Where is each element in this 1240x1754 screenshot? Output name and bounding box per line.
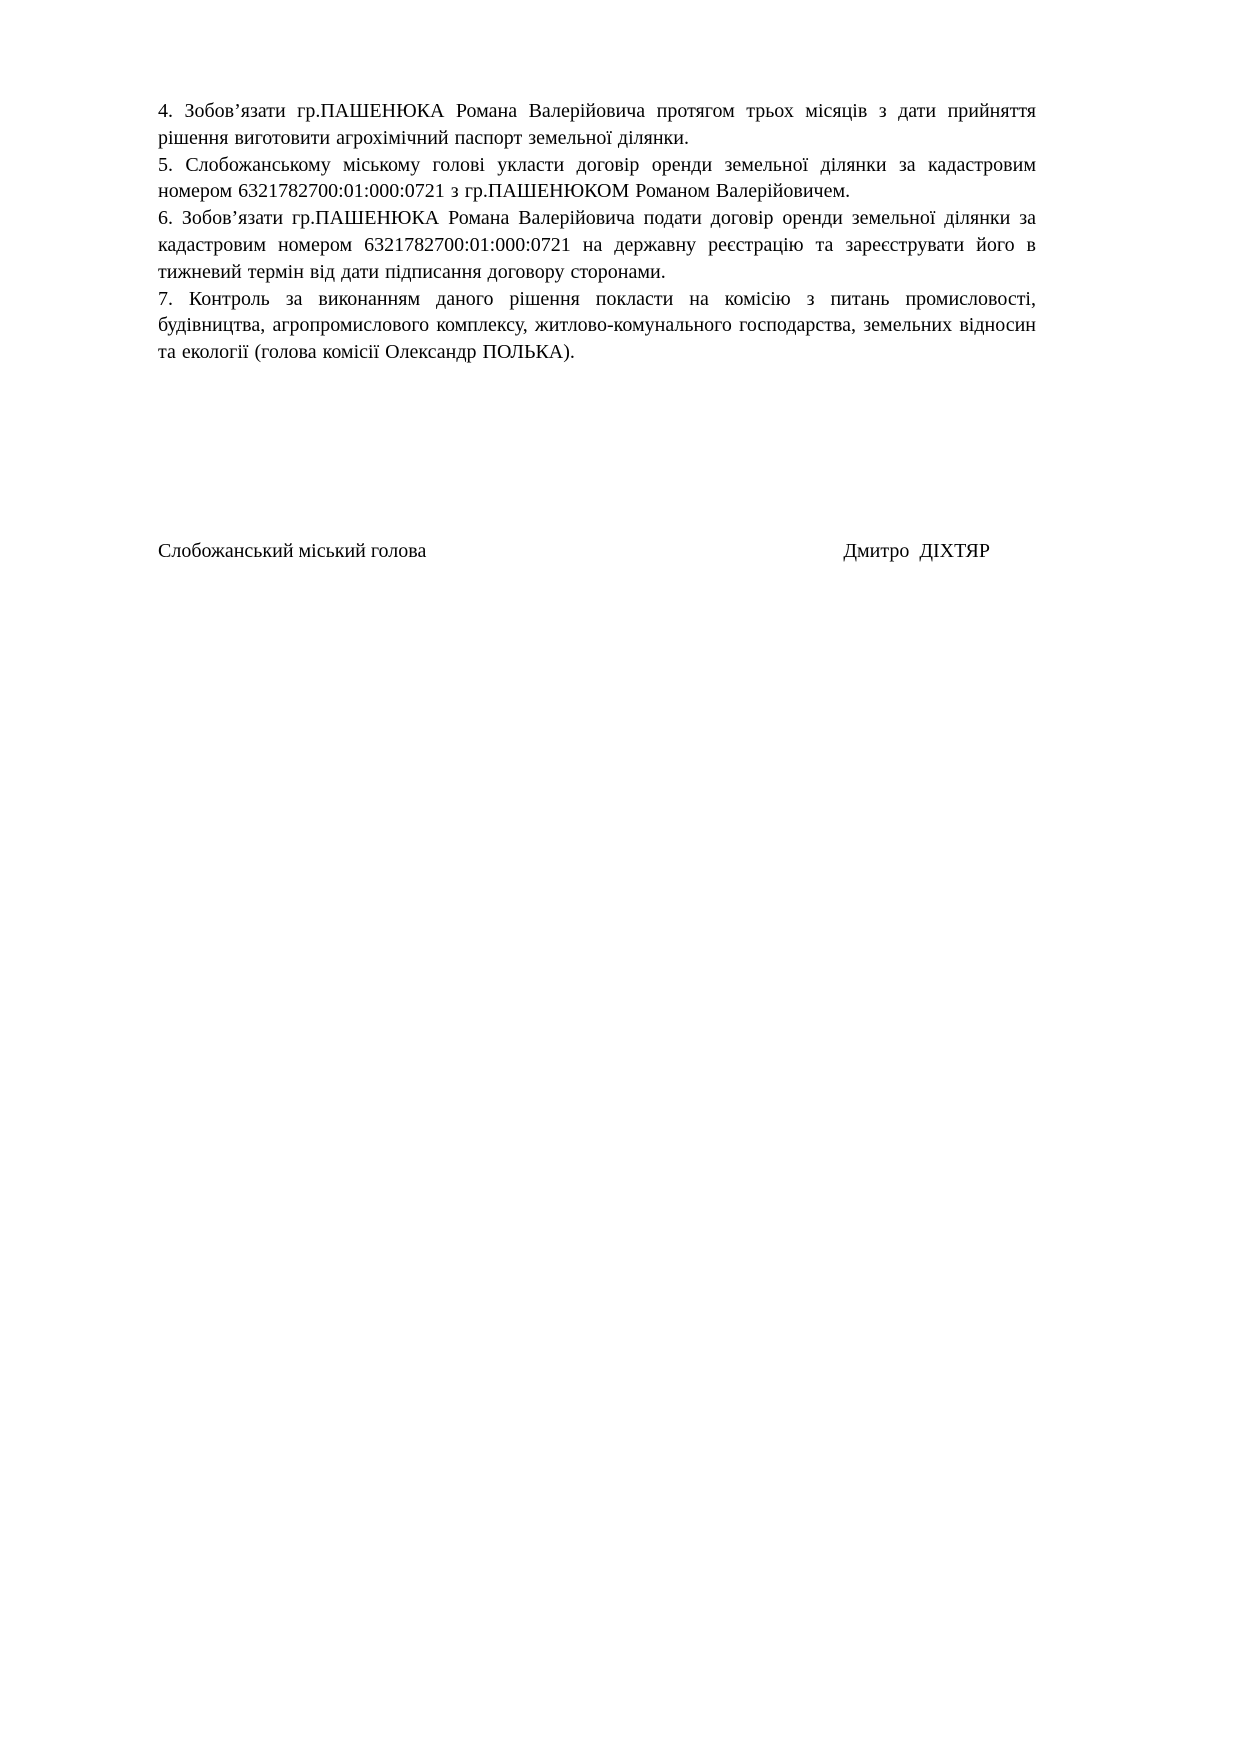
signature-title: Слобожанський міський голова: [158, 540, 427, 562]
paragraph-item-5: 5. Слобожанському міському голові укласти договір оренди земельної ділянки за кадастровим номером 6321782700:01:000:0721 з гр.ПАШЕНЮКОМ Романом Валерійовичем.: [158, 153, 1036, 203]
signature-block: [158, 540, 1036, 563]
paragraph-item-4: 4. Зобов’язати гр.ПАШЕНЮКА Романа Валерійовича протягом трьох місяців з дати прийняття рішення виготовити агрохімічний паспорт земельної ділянки.: [158, 100, 1036, 149]
paragraph-item-7: 7. Контроль за виконанням даного рішення покласти на комісію з питань промисловості, будівництва, агропромислового комплексу, житлово-комунального господарства, земельних відносин та екології (голова комісії Олександр ПОЛЬКА).: [158, 287, 1036, 364]
signature-name: Дмитро ДІХТЯР: [843, 540, 990, 562]
paragraph-item-6: 6. Зобов’язати гр.ПАШЕНЮКА Романа Валерійовича подати договір оренди земельної ділянки за кадастровим номером 6321782700:01:000:0721 на державну реєстрацію та зареєструвати його в тижневий термін від дати підписання договору сторонами.: [158, 207, 1036, 283]
document-body: [158, 98, 1036, 366]
